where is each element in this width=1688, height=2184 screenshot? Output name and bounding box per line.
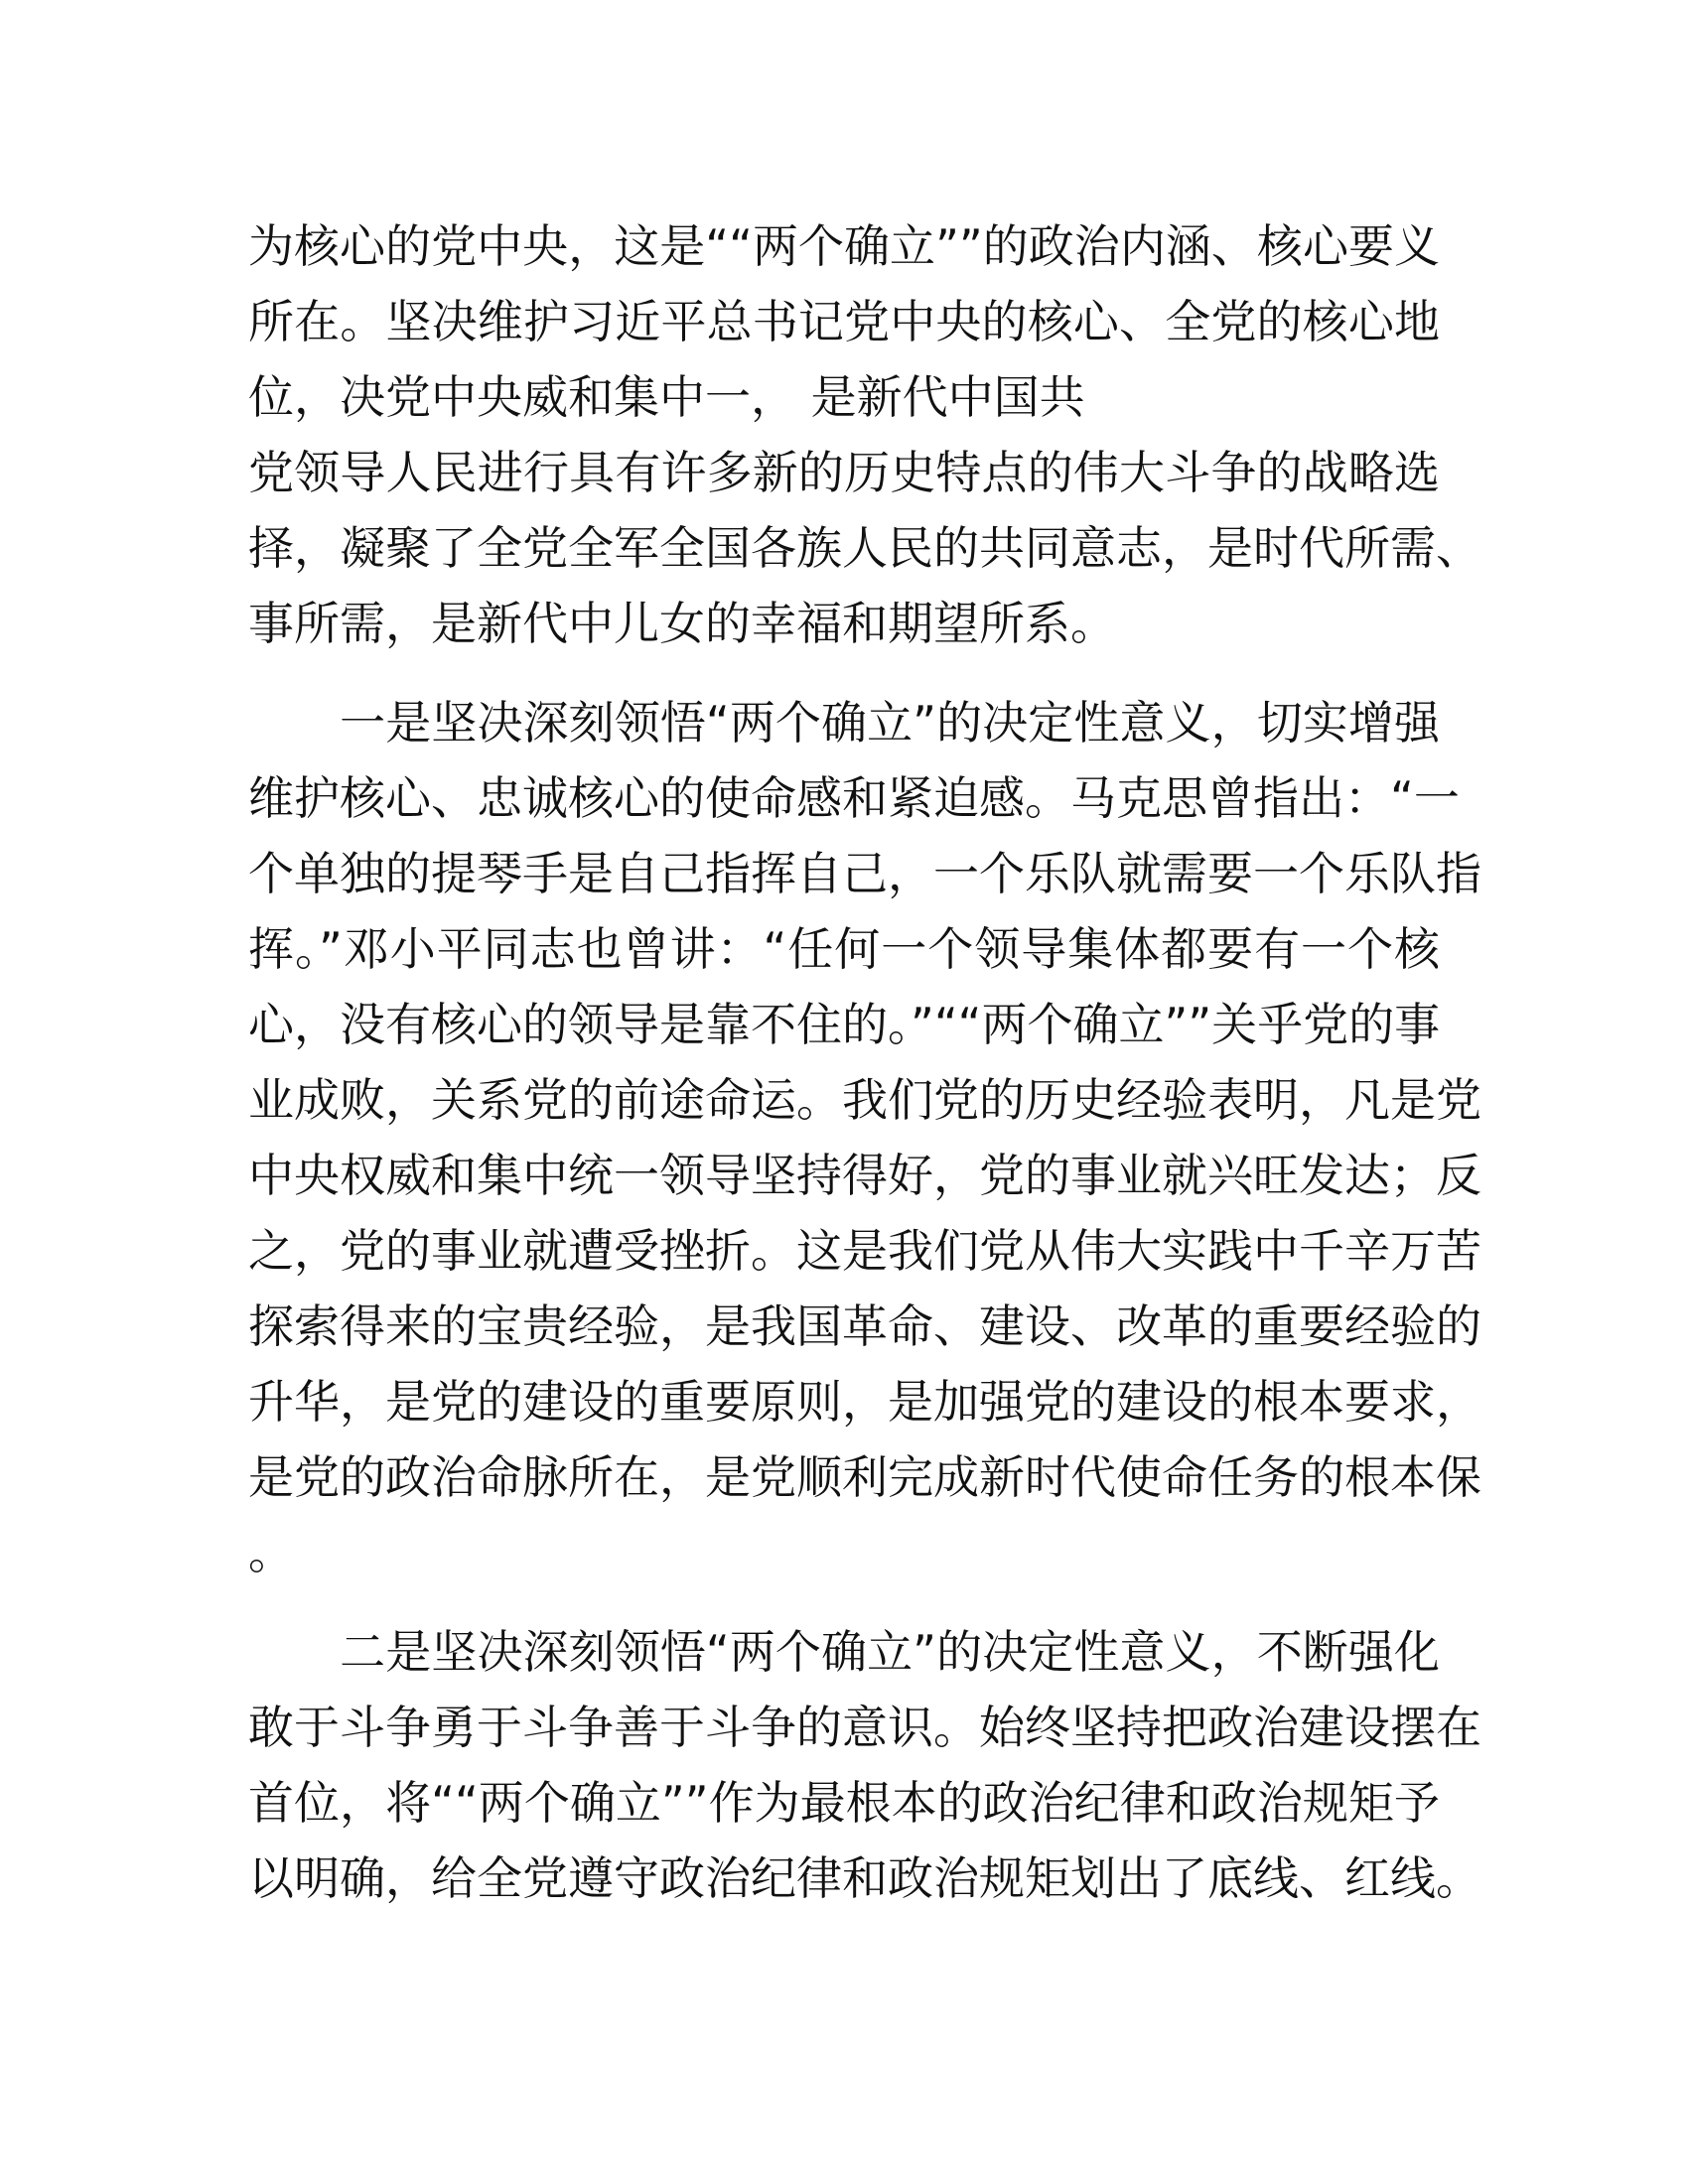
text-line: 事所需，是新代中儿女的幸福和期望所系。 (248, 597, 1116, 650)
text-line: 维护核心、忠诚核心的使命感和紧迫感。马克思曾指出：“一 (248, 771, 1460, 825)
paragraph-spacer (248, 1590, 1440, 1614)
paragraph-2 (248, 685, 1481, 1590)
text-line: 一是坚决深刻领悟“两个确立”的决定性意义，切实增强 (248, 696, 1440, 750)
text-line: 业成败，关系党的前途命运。我们党的历史经验表明，凡是党 (248, 1073, 1481, 1127)
text-line: 首位，将““两个确立””作为最根本的政治纪律和政治规矩予 (248, 1776, 1440, 1830)
text-line: 。 (248, 1526, 294, 1579)
text-line: 以明确，给全党遵守政治纪律和政治规矩划出了底线、红线。 (248, 1851, 1481, 1905)
text-line: 个单独的提琴手是自己指挥自己，一个乐队就需要一个乐队指 (248, 847, 1481, 900)
text-line: 之，党的事业就遭受挫折。这是我们党从伟大实践中千辛万苦 (248, 1224, 1481, 1278)
text-line: 敢于斗争勇于斗争善于斗争的意识。始终坚持把政治建设摆在 (248, 1701, 1481, 1754)
text-line: 所在。坚决维护习近平总书记党中央的核心、全党的核心地 (248, 295, 1440, 348)
text-line: 升华，是党的建设的重要原则，是加强党的建设的根本要求， (248, 1375, 1481, 1429)
document-page (248, 208, 1481, 1916)
text-line: 中央权威和集中统一领导坚持得好，党的事业就兴旺发达；反 (248, 1149, 1481, 1202)
text-line: 党领导人民进行具有许多新的历史特点的伟大斗争的战略选 (248, 446, 1440, 499)
text-line: 位，决党中央威和集中一， 是新代中国共 (248, 370, 1085, 424)
paragraph-spacer (248, 661, 1440, 685)
text-line: 心，没有核心的领导是靠不住的。”““两个确立””关乎党的事 (248, 998, 1441, 1051)
text-line: 探索得来的宝贵经验，是我国革命、建设、改革的重要经验的 (248, 1299, 1481, 1353)
text-line: 是党的政治命脉所在，是党顺利完成新时代使命任务的根本保 (248, 1450, 1481, 1504)
paragraph-1 (248, 208, 1481, 661)
text-line: 择，凝聚了全党全军全国各族人民的共同意志，是时代所需、 (248, 521, 1481, 575)
text-line: 挥。”邓小平同志也曾讲：“任何一个领导集体都要有一个核 (248, 922, 1440, 976)
paragraph-3 (248, 1614, 1481, 1916)
text-line: 二是坚决深刻领悟“两个确立”的决定性意义，不断强化 (248, 1625, 1440, 1679)
text-line: 为核心的党中央，这是““两个确立””的政治内涵、核心要义 (248, 219, 1440, 273)
